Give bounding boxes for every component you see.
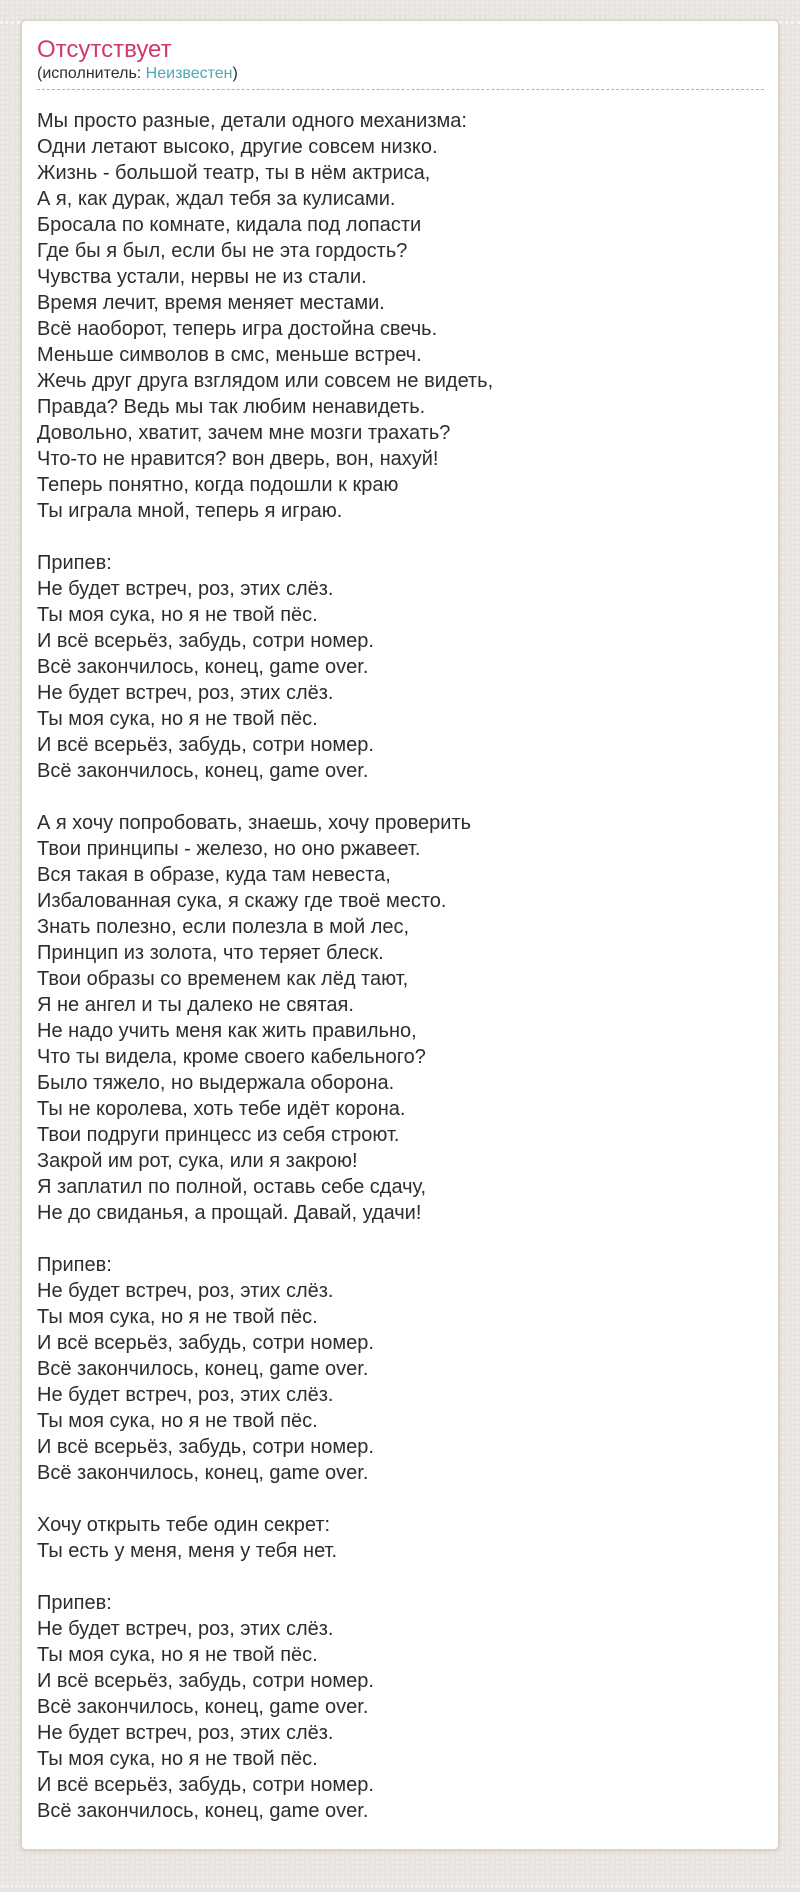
artist-label: (исполнитель: [37,65,142,82]
lyric-line: Всё закончилось, конец, game over. [37,656,369,678]
lyric-line: И всё всерьёз, забудь, сотри номер. [37,1670,374,1692]
lyric-line: Хочу открыть тебе один секрет: [37,1514,331,1536]
lyric-line: Твои образы со временем как лёд тают, [37,968,409,990]
lyric-line: Припев: [37,1254,112,1276]
lyric-line: Довольно, хватит, зачем мне мозги трахать? [37,422,451,444]
lyric-line: Где бы я был, если бы не эта гордость? [37,240,408,262]
lyric-line: Твои принципы - железо, но оно ржавеет. [37,838,421,860]
lyric-line: Ты моя сука, но я не твой пёс. [37,1306,318,1328]
lyric-line: Ты моя сука, но я не твой пёс. [37,604,318,626]
lyric-line: Вся такая в образе, куда там невеста, [37,864,391,886]
lyric-line: Избалованная сука, я скажу где твоё место. [37,890,447,912]
artist-label-suffix: ) [232,65,238,82]
lyric-line: Ты играла мной, теперь я играю. [37,500,343,522]
lyric-block [37,108,764,524]
bottom-dotted-border [0,1885,800,1887]
page-title: Отсутствует [37,36,172,63]
lyric-line: Было тяжело, но выдержала оборона. [37,1072,395,1094]
lyric-line: Припев: [37,552,112,574]
lyric-line: Не надо учить меня как жить правильно, [37,1020,417,1042]
lyric-line: Мы просто разные, детали одного механизма: [37,110,467,132]
lyric-line: Ты не королева, хоть тебе идёт корона. [37,1098,406,1120]
lyric-line: Всё закончилось, конец, game over. [37,1462,369,1484]
lyric-line: Ты моя сука, но я не твой пёс. [37,1644,318,1666]
lyric-line: Меньше символов в смс, меньше встреч. [37,344,422,366]
lyric-line: Одни летают высоко, другие совсем низко. [37,136,438,158]
lyric-block [37,810,764,1226]
lyric-line: Что-то не нравится? вон дверь, вон, нахуй! [37,448,439,470]
lyric-line: Ты есть у меня, меня у тебя нет. [37,1540,338,1562]
lyric-line: Всё закончилось, конец, game over. [37,760,369,782]
page-background [0,20,800,1892]
lyric-line: Чувства устали, нервы не из стали. [37,266,367,288]
lyric-line: А я, как дурак, ждал тебя за кулисами. [37,188,396,210]
lyric-line: И всё всерьёз, забудь, сотри номер. [37,1774,374,1796]
lyric-line: И всё всерьёз, забудь, сотри номер. [37,1332,374,1354]
lyric-line: Всё закончилось, конец, game over. [37,1800,369,1822]
lyric-line: Ты моя сука, но я не твой пёс. [37,708,318,730]
artist-link[interactable]: Неизвестен [145,65,233,82]
lyric-line: Знать полезно, если полезла в мой лес, [37,916,410,938]
lyrics-card [21,20,779,1850]
lyric-line: Я заплатил по полной, оставь себе сдачу, [37,1176,427,1198]
lyric-line: Время лечит, время меняет местами. [37,292,385,314]
lyric-line: Жизнь - большой театр, ты в нём актриса, [37,162,431,184]
lyric-block [37,550,764,784]
lyric-line: Жечь друг друга взглядом или совсем не видеть, [37,370,494,392]
lyric-line: Всё наоборот, теперь игра достойна свечь. [37,318,438,340]
artist-line [37,64,764,83]
lyric-line: Твои подруги принцесс из себя строют. [37,1124,400,1146]
lyric-line: Не будет встреч, роз, этих слёз. [37,1722,334,1744]
lyric-line: Всё закончилось, конец, game over. [37,1696,369,1718]
lyric-line: Я не ангел и ты далеко не святая. [37,994,354,1016]
lyric-line: Закрой им рот, сука, или я закрою! [37,1150,358,1172]
lyric-line: А я хочу попробовать, знаешь, хочу проверить [37,812,472,834]
lyric-line: Ты моя сука, но я не твой пёс. [37,1748,318,1770]
lyric-line: И всё всерьёз, забудь, сотри номер. [37,1436,374,1458]
lyric-line: Припев: [37,1592,112,1614]
lyric-line: Не будет встреч, роз, этих слёз. [37,578,334,600]
lyric-line: И всё всерьёз, забудь, сотри номер. [37,734,374,756]
lyric-line: Всё закончилось, конец, game over. [37,1358,369,1380]
lyric-line: Принцип из золота, что теряет блеск. [37,942,384,964]
lyric-block [37,1252,764,1486]
lyric-line: Ты моя сука, но я не твой пёс. [37,1410,318,1432]
lyric-line: Правда? Ведь мы так любим ненавидеть. [37,396,426,418]
lyric-line: Не до свиданья, а прощай. Давай, удачи! [37,1202,422,1224]
song-header [37,37,764,90]
lyrics [37,108,764,1824]
lyric-line: Не будет встреч, роз, этих слёз. [37,682,334,704]
lyric-line: Не будет встреч, роз, этих слёз. [37,1618,334,1640]
lyric-block [37,1590,764,1824]
lyric-line: Бросала по комнате, кидала под лопасти [37,214,422,236]
lyric-line: Теперь понятно, когда подошли к краю [37,474,399,496]
lyric-line: Что ты видела, кроме своего кабельного? [37,1046,426,1068]
lyric-line: Не будет встреч, роз, этих слёз. [37,1384,334,1406]
lyric-line: Не будет встреч, роз, этих слёз. [37,1280,334,1302]
lyric-line: И всё всерьёз, забудь, сотри номер. [37,630,374,652]
lyric-block [37,1512,764,1564]
